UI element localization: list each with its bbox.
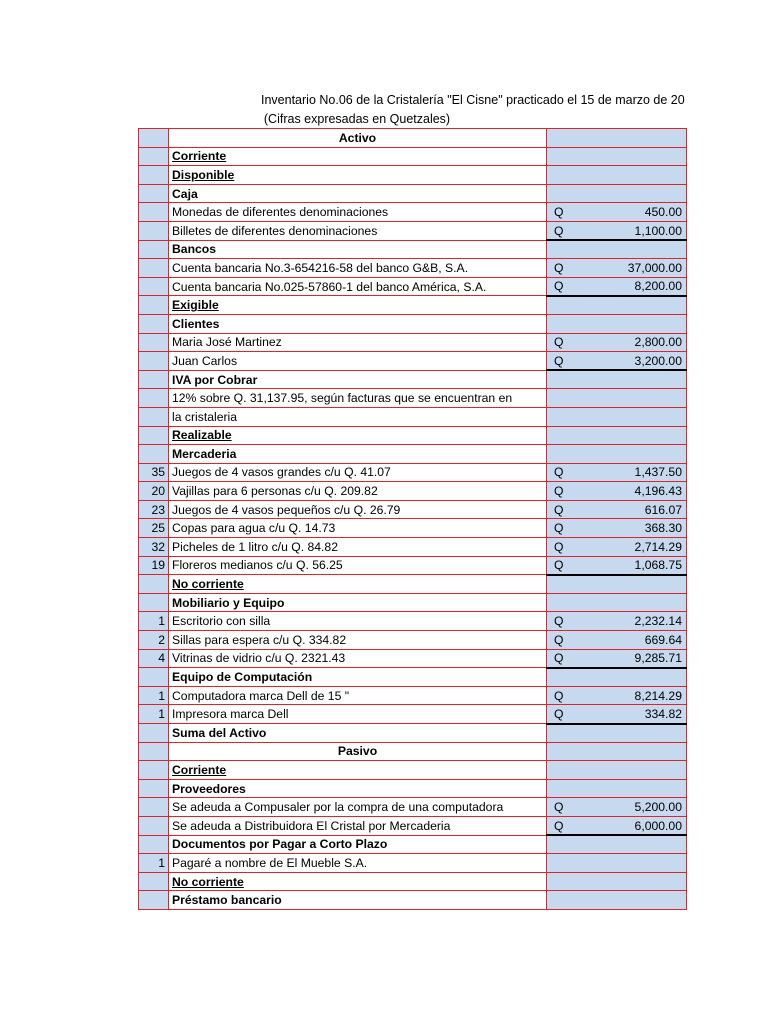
amount-cell[interactable] (547, 389, 687, 408)
table-row (139, 407, 687, 426)
amount-cell[interactable] (547, 426, 687, 445)
description-cell[interactable]: Bancos (169, 240, 547, 259)
amount-value: 450.00 (644, 205, 682, 220)
table-row (139, 519, 687, 538)
table-row (139, 761, 687, 780)
quantity-cell[interactable] (139, 816, 169, 835)
quantity-cell[interactable] (139, 166, 169, 185)
amount-cell[interactable] (547, 370, 687, 389)
description-cell[interactable]: Pagaré a nombre de El Mueble S.A. (169, 854, 547, 873)
quantity-cell[interactable] (139, 724, 169, 743)
quantity-cell[interactable] (139, 147, 169, 166)
amount-value: 5,200.00 (634, 800, 682, 815)
description-cell[interactable]: Disponible (169, 166, 547, 185)
amount-cell[interactable] (547, 854, 687, 873)
description-cell[interactable]: Vitrinas de vidrio c/u Q. 2321.43 (169, 649, 547, 668)
table-row (139, 314, 687, 333)
amount-cell[interactable] (547, 556, 687, 575)
amount-cell[interactable] (547, 686, 687, 705)
table-row (139, 612, 687, 631)
quantity-cell[interactable] (139, 891, 169, 910)
description-cell[interactable]: Maria José Martinez (169, 333, 547, 352)
description-cell[interactable]: Realizable (169, 426, 547, 445)
table-row (139, 835, 687, 854)
description-cell[interactable]: Copas para agua c/u Q. 14.73 (169, 519, 547, 538)
amount-cell[interactable] (547, 203, 687, 222)
description-cell[interactable]: Mobiliario y Equipo (169, 593, 547, 612)
quantity-cell[interactable] (139, 203, 169, 222)
table-row (139, 259, 687, 278)
amount-cell[interactable] (547, 407, 687, 426)
amount-value: 368.30 (644, 521, 682, 536)
inventory-table-body (139, 129, 687, 910)
currency-symbol: Q (554, 205, 564, 220)
amount-value: 669.64 (644, 632, 682, 647)
amount-cell[interactable] (547, 221, 687, 240)
description-cell[interactable]: Monedas de diferentes denominaciones (169, 203, 547, 222)
amount-cell[interactable] (547, 798, 687, 817)
quantity-cell[interactable] (139, 835, 169, 854)
quantity-cell[interactable] (139, 352, 169, 371)
currency-symbol: Q (554, 706, 564, 721)
quantity-cell[interactable] (139, 277, 169, 296)
quantity-cell[interactable] (139, 798, 169, 817)
quantity-cell[interactable] (139, 259, 169, 278)
amount-cell[interactable] (547, 500, 687, 519)
table-row (139, 816, 687, 835)
amount-value: 2,714.29 (634, 539, 682, 554)
table-row (139, 463, 687, 482)
description-cell[interactable]: Equipo de Computación (169, 668, 547, 687)
amount-value: 37,000.00 (627, 260, 682, 275)
table-row (139, 798, 687, 817)
quantity-cell[interactable]: 23 (139, 500, 169, 519)
description-cell[interactable]: IVA por Cobrar (169, 370, 547, 389)
table-row (139, 668, 687, 687)
amount-cell[interactable] (547, 277, 687, 296)
table-row (139, 556, 687, 575)
description-cell[interactable]: No corriente (169, 575, 547, 594)
amount-value: 9,285.71 (634, 651, 682, 666)
amount-cell[interactable] (547, 538, 687, 557)
description-cell[interactable]: Picheles de 1 litro c/u Q. 84.82 (169, 538, 547, 557)
amount-cell[interactable] (547, 742, 687, 761)
table-row (139, 296, 687, 315)
quantity-cell[interactable]: 19 (139, 556, 169, 575)
currency-symbol: Q (554, 818, 564, 833)
description-cell[interactable]: Se adeuda a Distribuidora El Cristal por Mercaderia (169, 816, 547, 835)
table-row (139, 631, 687, 650)
amount-value: 3,200.00 (634, 353, 682, 368)
currency-symbol: Q (554, 632, 564, 647)
amount-value: 2,232.14 (634, 614, 682, 629)
table-row (139, 147, 687, 166)
amount-value: 2,800.00 (634, 335, 682, 350)
description-cell[interactable]: Juan Carlos (169, 352, 547, 371)
table-row (139, 779, 687, 798)
quantity-cell[interactable] (139, 370, 169, 389)
table-row (139, 649, 687, 668)
description-cell[interactable]: Corriente (169, 147, 547, 166)
description-cell[interactable]: Vajillas para 6 personas c/u Q. 209.82 (169, 482, 547, 501)
table-row (139, 352, 687, 371)
amount-cell[interactable] (547, 445, 687, 464)
table-row (139, 129, 687, 148)
amount-value: 334.82 (644, 706, 682, 721)
table-row (139, 389, 687, 408)
amount-cell[interactable] (547, 872, 687, 891)
description-cell[interactable]: Clientes (169, 314, 547, 333)
quantity-cell[interactable] (139, 445, 169, 464)
description-cell[interactable]: Documentos por Pagar a Corto Plazo (169, 835, 547, 854)
description-cell[interactable]: la cristaleria (169, 407, 547, 426)
amount-cell[interactable] (547, 482, 687, 501)
amount-value: 1,100.00 (634, 223, 682, 238)
amount-cell[interactable] (547, 259, 687, 278)
document-subtitle: (Cifras expresadas en Quetzales) (263, 112, 451, 126)
table-row (139, 445, 687, 464)
description-cell[interactable]: 12% sobre Q. 31,137.95, según facturas que se encuentran en (169, 389, 547, 408)
amount-cell[interactable] (547, 761, 687, 780)
quantity-cell[interactable] (139, 779, 169, 798)
quantity-cell[interactable]: 4 (139, 649, 169, 668)
amount-value: 6,000.00 (634, 818, 682, 833)
quantity-cell[interactable] (139, 593, 169, 612)
quantity-cell[interactable]: 1 (139, 686, 169, 705)
quantity-cell[interactable] (139, 872, 169, 891)
currency-symbol: Q (554, 539, 564, 554)
table-row (139, 333, 687, 352)
quantity-cell[interactable]: 2 (139, 631, 169, 650)
quantity-cell[interactable] (139, 389, 169, 408)
amount-cell[interactable] (547, 779, 687, 798)
table-row (139, 872, 687, 891)
amount-value: 4,196.43 (634, 484, 682, 499)
quantity-cell[interactable] (139, 333, 169, 352)
table-row (139, 240, 687, 259)
table-row (139, 538, 687, 557)
currency-symbol: Q (554, 558, 564, 573)
amount-cell[interactable] (547, 352, 687, 371)
quantity-cell[interactable]: 25 (139, 519, 169, 538)
table-row (139, 203, 687, 222)
quantity-cell[interactable]: 32 (139, 538, 169, 557)
description-cell[interactable]: Cuenta bancaria No.025-57860-1 del banco América, S.A. (169, 277, 547, 296)
amount-value: 8,214.29 (634, 688, 682, 703)
amount-cell[interactable] (547, 668, 687, 687)
amount-cell[interactable] (547, 724, 687, 743)
amount-value: 1,068.75 (634, 558, 682, 573)
currency-symbol: Q (554, 260, 564, 275)
quantity-cell[interactable] (139, 761, 169, 780)
currency-symbol: Q (554, 651, 564, 666)
description-cell[interactable]: Corriente (169, 761, 547, 780)
description-cell[interactable]: Activo (169, 129, 547, 148)
description-cell[interactable]: Exigible (169, 296, 547, 315)
table-row (139, 166, 687, 185)
amount-cell[interactable] (547, 705, 687, 724)
quantity-cell[interactable]: 1 (139, 854, 169, 873)
quantity-cell[interactable]: 35 (139, 463, 169, 482)
quantity-cell[interactable] (139, 426, 169, 445)
quantity-cell[interactable]: 1 (139, 612, 169, 631)
description-cell[interactable]: Se adeuda a Compusaler por la compra de una computadora (169, 798, 547, 817)
quantity-cell[interactable] (139, 742, 169, 761)
table-row (139, 500, 687, 519)
currency-symbol: Q (554, 502, 564, 517)
amount-cell[interactable] (547, 593, 687, 612)
amount-cell[interactable] (547, 612, 687, 631)
table-row (139, 742, 687, 761)
currency-symbol: Q (554, 521, 564, 536)
amount-cell[interactable] (547, 147, 687, 166)
table-row (139, 724, 687, 743)
currency-symbol: Q (554, 614, 564, 629)
currency-symbol: Q (554, 335, 564, 350)
amount-cell[interactable] (547, 816, 687, 835)
description-cell[interactable]: Floreros medianos c/u Q. 56.25 (169, 556, 547, 575)
currency-symbol: Q (554, 465, 564, 480)
description-cell[interactable]: Caja (169, 184, 547, 203)
amount-cell[interactable] (547, 166, 687, 185)
document-title: Inventario No.06 de la Cristalería "El Cisne" practicado el 15 de marzo de 20 (261, 93, 685, 107)
amount-cell[interactable] (547, 314, 687, 333)
currency-symbol: Q (554, 688, 564, 703)
currency-symbol: Q (554, 800, 564, 815)
amount-cell[interactable] (547, 891, 687, 910)
amount-cell[interactable] (547, 296, 687, 315)
quantity-cell[interactable] (139, 240, 169, 259)
table-row (139, 705, 687, 724)
amount-cell[interactable] (547, 835, 687, 854)
description-cell[interactable]: Juegos de 4 vasos pequeños c/u Q. 26.79 (169, 500, 547, 519)
table-row (139, 426, 687, 445)
table-row (139, 891, 687, 910)
quantity-cell[interactable] (139, 221, 169, 240)
table-row (139, 277, 687, 296)
description-cell[interactable]: Cuenta bancaria No.3-654216-58 del banco G&B, S.A. (169, 259, 547, 278)
quantity-cell[interactable] (139, 184, 169, 203)
table-row (139, 854, 687, 873)
table-row (139, 370, 687, 389)
description-cell[interactable]: Juegos de 4 vasos grandes c/u Q. 41.07 (169, 463, 547, 482)
quantity-cell[interactable] (139, 575, 169, 594)
description-cell[interactable]: Mercaderia (169, 445, 547, 464)
amount-value: 1,437.50 (634, 465, 682, 480)
quantity-cell[interactable] (139, 407, 169, 426)
table-row (139, 686, 687, 705)
quantity-cell[interactable] (139, 314, 169, 333)
description-cell[interactable]: Pasivo (169, 742, 547, 761)
table-row (139, 575, 687, 594)
currency-symbol: Q (554, 279, 564, 294)
amount-value: 616.07 (644, 502, 682, 517)
description-cell[interactable]: Préstamo bancario (169, 891, 547, 910)
currency-symbol: Q (554, 223, 564, 238)
table-row (139, 184, 687, 203)
amount-cell[interactable] (547, 519, 687, 538)
quantity-cell[interactable] (139, 668, 169, 687)
table-row (139, 482, 687, 501)
description-cell[interactable]: Billetes de diferentes denominaciones (169, 221, 547, 240)
quantity-cell[interactable]: 20 (139, 482, 169, 501)
currency-symbol: Q (554, 484, 564, 499)
description-cell[interactable]: Proveedores (169, 779, 547, 798)
description-cell[interactable]: Computadora marca Dell de 15 " (169, 686, 547, 705)
currency-symbol: Q (554, 353, 564, 368)
amount-value: 8,200.00 (634, 279, 682, 294)
quantity-cell[interactable]: 1 (139, 705, 169, 724)
description-cell[interactable]: Impresora marca Dell (169, 705, 547, 724)
amount-cell[interactable] (547, 184, 687, 203)
inventory-table (138, 128, 687, 910)
table-row (139, 221, 687, 240)
amount-cell[interactable] (547, 129, 687, 148)
quantity-cell[interactable] (139, 296, 169, 315)
description-cell[interactable]: Suma del Activo (169, 724, 547, 743)
amount-cell[interactable] (547, 240, 687, 259)
quantity-cell[interactable] (139, 129, 169, 148)
description-cell[interactable]: Sillas para espera c/u Q. 334.82 (169, 631, 547, 650)
description-cell[interactable]: No corriente (169, 872, 547, 891)
amount-cell[interactable] (547, 463, 687, 482)
amount-cell[interactable] (547, 649, 687, 668)
amount-cell[interactable] (547, 631, 687, 650)
description-cell[interactable]: Escritorio con silla (169, 612, 547, 631)
amount-cell[interactable] (547, 333, 687, 352)
amount-cell[interactable] (547, 575, 687, 594)
table-row (139, 593, 687, 612)
